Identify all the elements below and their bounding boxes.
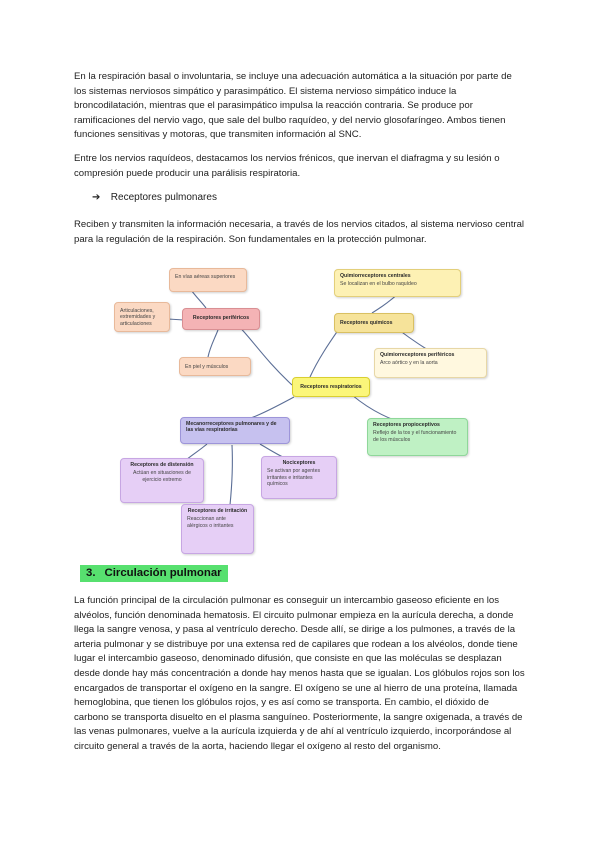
node-quimiorreceptores-centrales: Quimiorreceptores centrales Se localizan en el bulbo raquídeo (334, 269, 461, 297)
node-articulaciones-extremidades: Articulaciones, extremidades y articulaciones (114, 302, 170, 332)
node-receptores-perifericos: Receptores periféricos (182, 308, 260, 330)
bullet-receptores-pulmonares (92, 192, 217, 203)
node-receptores-quimicos: Receptores químicos (334, 313, 414, 333)
heading-text: Circulación pulmonar (104, 567, 222, 579)
paragraph-respiracion-basal: En la respiración basal o involuntaria, se incluye una adecuación automática a la situación por parte de los sistemas nerviosos simpático y parasimpático. El sistema nervioso simpático induce la broncodilatación, mientras que el parasimpático impulsa la reacción contraria. Se produce por ramificaciones del nervio vago, que sale del bulbo raquídeo, y del nervio glosofaríngeo. Ambos tienen funciones sensitivas y motoras, que transmiten información al SNC. (74, 71, 512, 141)
arrow-icon: ➔ (92, 192, 101, 203)
bullet-text: Receptores pulmonares (110, 192, 217, 203)
link-perifericos-piel (208, 330, 218, 357)
node-receptores-distension: Receptores de distensión Actúan en situaciones de ejercicio extremo (120, 458, 204, 503)
link-mecano-irritacion (230, 445, 232, 505)
node-receptores-irritacion: Receptores de irritación Reaccionan ante alérgicos o irritantes (181, 504, 254, 554)
node-quimiorreceptores-perifericos: Quimiorreceptores periféricos Arco aórtico y en la aorta (374, 348, 487, 378)
node-receptores-propioceptivos: Receptores propioceptivos Reflejo de la tos y el funcionamiento de los músculos (367, 418, 468, 456)
concept-map-receptores (110, 255, 493, 558)
paragraph-nervios-raquideos: Entre los nervios raquídeos, destacamos los nervios frénicos, que inervan el diafragma y su lesión o compresión puede producir una parálisis respiratoria. (74, 153, 500, 179)
node-receptores-respiratorios: Receptores respiratorios (292, 377, 370, 397)
concept-map-links (110, 255, 493, 558)
node-vias-aereas-superiores: En vías aéreas superiores (169, 268, 247, 292)
node-mecanorreceptores: Mecanorreceptores pulmonares y de las vías respiratorias (180, 417, 290, 444)
node-nociceptores: Nociceptores Se activan por agentes irritantes e irritantes químicos (261, 456, 337, 499)
heading-number: 3. (86, 567, 96, 579)
node-piel-musculos: En piel y músculos (179, 357, 251, 376)
section-heading-circulacion-pulmonar (80, 565, 228, 582)
paragraph-circulacion-pulmonar: La función principal de la circulación pulmonar es conseguir un intercambio gaseoso eficiente en los alvéolos, función denominada hematosis. El circuito pulmonar empieza en la aurícula derecha, a donde llega la sangre venosa, y pasa al ventrículo derecho. Desde allí, se dirige a los pulmones, a través de la arteria pulmonar y se distribuye por una extensa red de capilares que rodean a los alvéolos, donde tiene lugar el intercambio gaseoso, denominado difusión, que consiste en que las moléculas se desplazan desde donde hay más concentración a donde hay menos hasta que se igualan. Los glóbulos rojos son los encargados de transportar el oxígeno en la sangre. El oxígeno se une al hierro de una proteína, llamada hemoglobina, que tienen los glóbulos rojos, y es así como se transporta. En cambio, el dióxido de carbono se transporta disuelto en el plasma sanguíneo. Posteriormente, la sangre oxigenada, a través de las venas pulmonares, vuelve a la aurícula izquierda y de ahí al ventrículo izquierdo, incorporándose al circuito general a través de la aorta, haciendo llegar el oxígeno al resto del organismo. (74, 595, 525, 752)
paragraph-receptores: Reciben y transmiten la información necesaria, a través de los nervios citados, al sistema nervioso central para la regulación de la respiración. Son fundamentales en la protección pulmonar. (74, 219, 525, 245)
